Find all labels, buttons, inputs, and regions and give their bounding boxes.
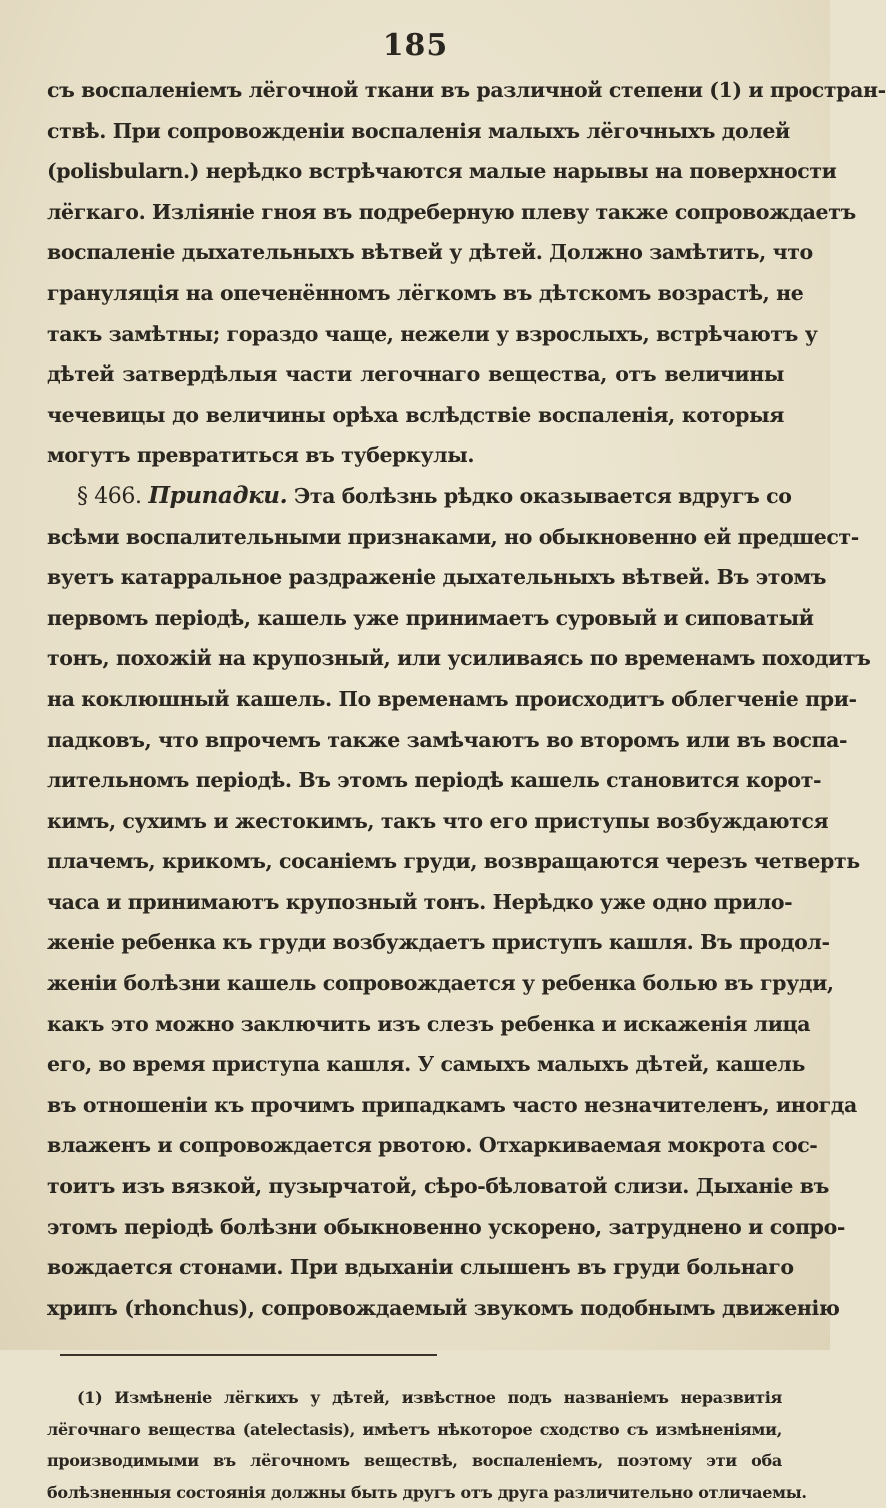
text-line: тоитъ изъ вязкой, пузырчатой, сѣро-бѣловатой слизи. Дыханіе въ <box>47 1174 829 1199</box>
text-line: дѣтей затвердѣлыя части легочнаго вещества, отъ величины <box>47 362 784 387</box>
text-line: Эта болѣзнь рѣдко оказывается вдругъ со <box>293 483 792 508</box>
section-title: Припадки. <box>148 481 288 509</box>
text-line: лёгкаго. Изліяніе гноя въ подреберную плеву также сопровождаетъ <box>47 199 856 224</box>
text-line: могутъ превратиться въ туберкулы. <box>47 443 475 468</box>
text-line: на коклюшный кашель. По временамъ происходитъ облегченіе при- <box>47 686 857 711</box>
section-first-line <box>47 476 792 517</box>
footnote-line: лёгочнаго вещества (atelectasis), имѣетъ нѣкоторое сходство съ измѣненіями, <box>47 1419 782 1439</box>
text-line: лительномъ періодѣ. Въ этомъ періодѣ кашель становится корот- <box>47 768 822 793</box>
text-line: вуетъ катарральное раздраженіе дыхательныхъ вѣтвей. Въ этомъ <box>47 565 827 590</box>
text-line: такъ замѣтны; гораздо чаще, нежели у взрослыхъ, встрѣчаютъ у <box>47 321 818 346</box>
footnote-line: (1) Измѣненіе лёгкихъ у дѣтей, извѣстное подъ названіемъ неразвитія <box>77 1388 782 1408</box>
footnote <box>47 1356 807 1508</box>
text-line: (polisbularn.) нерѣдко встрѣчаются малые нарывы на поверхности <box>47 159 837 184</box>
text-line: падковъ, что впрочемъ также замѣчаютъ во второмъ или въ воспа- <box>47 727 848 752</box>
text-line: какъ это можно заключить изъ слезъ ребенка и искаженія лица <box>47 1011 811 1036</box>
footnote-line: болѣзненныя состоянія должны быть другъ отъ друга различительно отличаемы. <box>47 1482 807 1502</box>
text-line: вождается стонами. При вдыханіи слышенъ въ груди больнаго <box>47 1255 794 1280</box>
text-line: хрипъ (rhonchus), сопровождаемый звукомъ подобнымъ движенію <box>47 1295 840 1320</box>
text-line: грануляція на опеченённомъ лёгкомъ въ дѣтскомъ возрастѣ, не <box>47 280 804 305</box>
text-line: чечевицы до величины орѣха вслѣдствіе воспаленія, которыя <box>47 402 784 427</box>
text-line: въ отношеніи къ прочимъ припадкамъ часто незначителенъ, иногда <box>47 1092 857 1117</box>
text-line: женіи болѣзни кашель сопровождается у ребенка болью въ груди, <box>47 971 834 996</box>
section-number: § 466. <box>77 483 142 509</box>
text-line: влаженъ и сопровождается рвотою. Отхаркиваемая мокрота сос- <box>47 1133 818 1158</box>
text-line: ствѣ. При сопровожденіи воспаленія малыхъ лёгочныхъ долей <box>47 118 790 143</box>
text-line: тонъ, похожій на крупозный, или усиливаясь по временамъ походитъ <box>47 646 871 671</box>
text-line: съ воспаленіемъ лёгочной ткани въ различной степени (1) и простран- <box>47 78 886 102</box>
text-line: женіе ребенка къ груди возбуждаетъ приступъ кашля. Въ продол- <box>47 930 830 955</box>
text-line: воспаленіе дыхательныхъ вѣтвей у дѣтей. Должно замѣтить, что <box>47 240 813 265</box>
page-number: 185 <box>382 28 449 63</box>
footnote-line: производимыми въ лёгочномъ веществѣ, воспаленіемъ, поэтому эти оба <box>47 1451 782 1471</box>
text-line: первомъ періодѣ, кашель уже принимаетъ суровый и сиповатый <box>47 605 814 630</box>
main-text <box>47 56 886 1328</box>
text-line: этомъ періодѣ болѣзни обыкновенно ускорено, затруднено и сопро- <box>47 1214 845 1239</box>
text-line: его, во время приступа кашля. У самыхъ малыхъ дѣтей, кашель <box>47 1052 805 1077</box>
text-line: плачемъ, крикомъ, сосаніемъ груди, возвращаются черезъ четверть <box>47 849 860 874</box>
text-line: всѣми воспалительными признаками, но обыкновенно ей предшест- <box>47 524 859 549</box>
text-line: кимъ, сухимъ и жестокимъ, такъ что его приступы возбуждаются <box>47 808 829 833</box>
text-line: часа и принимаютъ крупозный тонъ. Нерѣдко уже одно прило- <box>47 889 793 914</box>
